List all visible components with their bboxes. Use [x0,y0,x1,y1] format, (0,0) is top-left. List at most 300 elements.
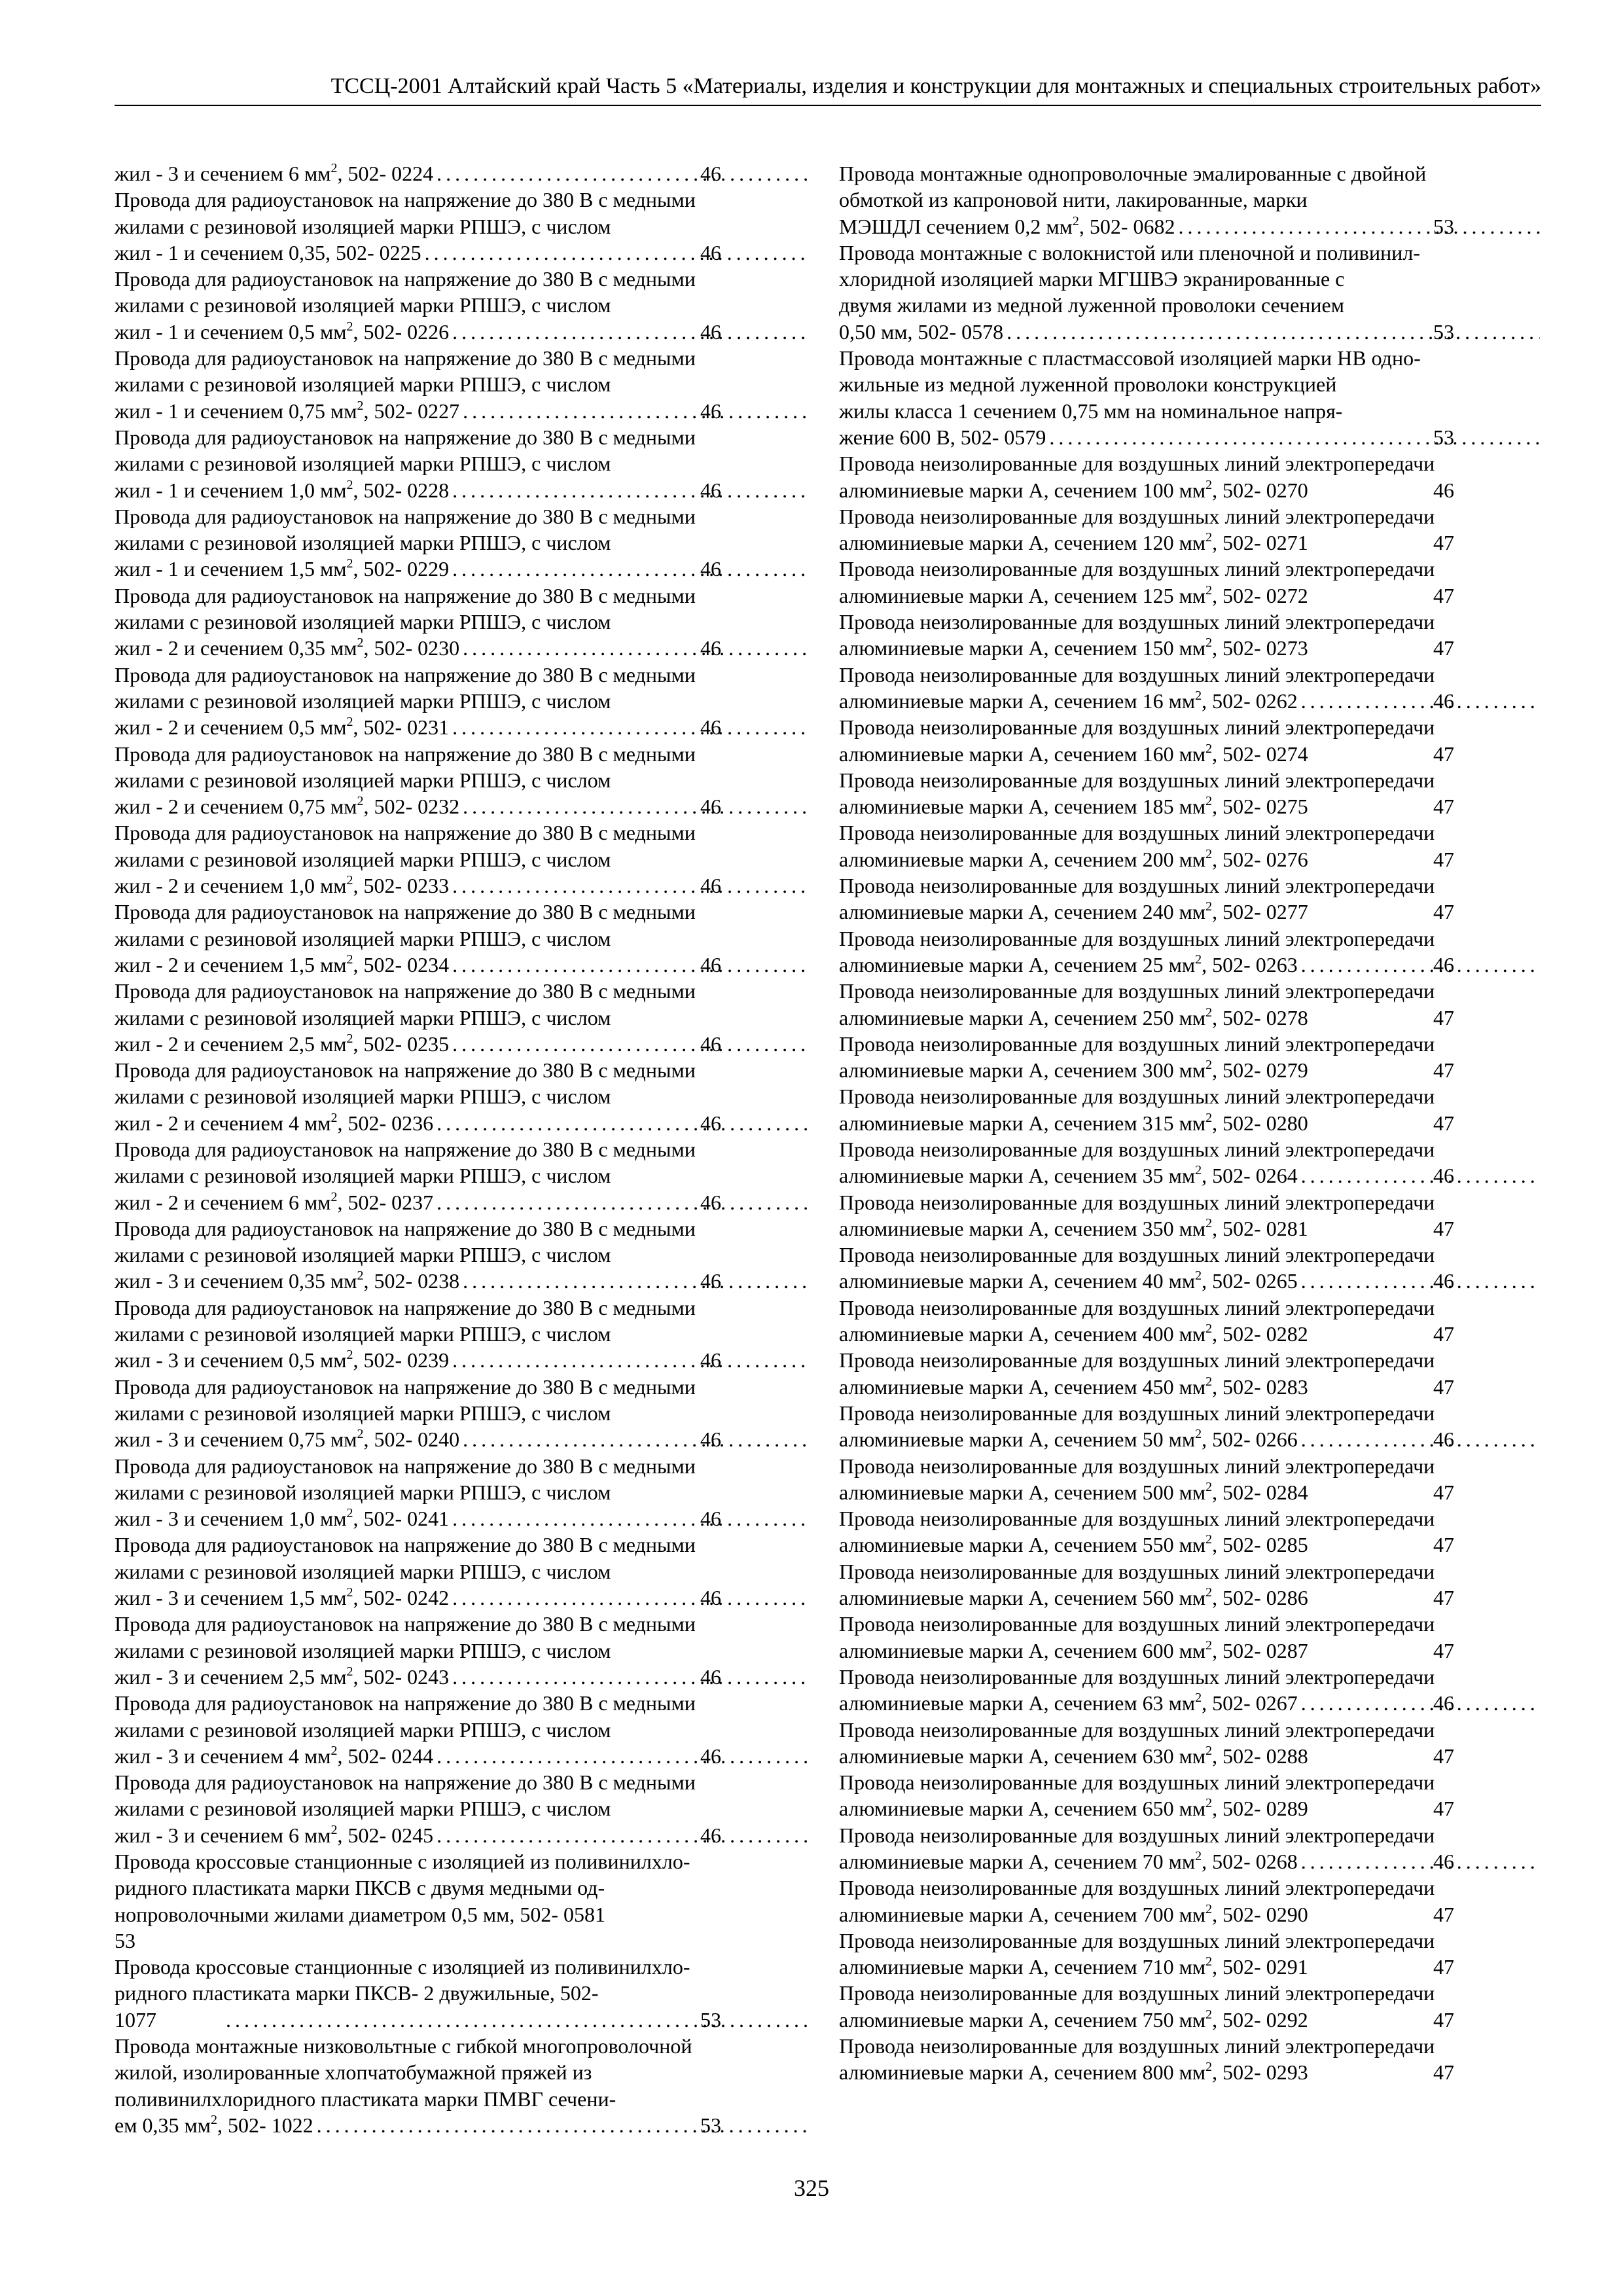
entry-final-line: алюминиевые марки А, сечением 185 $мм^2$, 502- 0275 47 [947,793,1541,819]
unit-superscript: 2 [346,952,353,967]
entry-heading-line: Провода неизолированные для воздушных линий электропередачи [839,1190,1435,1214]
entry-heading-line: Провода для радиоустановок на напряжение до 380 В с медными [115,1374,696,1399]
entry-heading-line: Провода неизолированные для воздушных линий электропередачи [839,821,1435,845]
index-entry [115,1769,808,1848]
index-entry [839,450,1541,503]
entry-heading-line: Провода для радиоустановок на напряжение до 380 В с медными [115,1137,696,1161]
entry-tail-text: алюминиевые марки А, сечением 16 мм [839,689,1196,713]
dot-leader [1005,319,1540,345]
unit-superscript: 2 [346,873,353,888]
entry-code: , 502- 0231 [353,715,450,740]
entry-code: , 502- 0245 [337,1823,434,1847]
index-entry [839,1347,1541,1400]
entry-tail-text: алюминиевые марки А, сечением 240 мм [839,900,1206,924]
unit-superscript: 2 [1205,899,1213,914]
entry-final-line: жил - 1 и сечением 1,0 $мм^2$, 502- 0228 . . . 46 [223,477,808,503]
unit-superscript: 2 [1195,688,1202,703]
entry-final-line: жил - 3 и сечением 0,35 $мм^2$, 502- 0238 . . . 46 [223,1268,808,1294]
entry-code: , 502- 0239 [353,1348,450,1372]
index-entry [839,1031,1541,1084]
index-entry [115,1215,808,1295]
entry-final-line: жение 600 В, 502- 0579 . . . 53 [947,424,1541,450]
unit-superscript: 2 [1195,1849,1202,1863]
entry-tail-text: жил - 3 и сечением 0,5 мм [115,1348,347,1372]
entry-tail-text: алюминиевые марки А, сечением 630 мм [839,1744,1206,1768]
entry-final-line: жил - 3 и сечением 2,5 $мм^2$, 502- 0243 . . . 46 [223,1664,808,1690]
index-entry [115,1954,808,2033]
unit-superscript: 2 [1205,2007,1213,2022]
entry-tail-text: жил - 3 и сечением 0,35 мм [115,1269,357,1293]
entry-heading-line: Провода для радиоустановок на напряжение до 380 В с медными [115,583,696,607]
entry-heading-line: Провода для радиоустановок на напряжение до 380 В с медными [115,662,696,687]
entry-heading-line: Провода монтажные с волокнистой или пленочной и поливинил- [839,240,1420,264]
entry-continuation-line: жилами с резиновой изоляцией марки РПШЭ, с числом [115,452,611,476]
dot-leader [315,2112,807,2138]
entry-text [839,1690,1298,1716]
unit-superscript: 2 [1205,1058,1213,1073]
entry-code: , 502- 0273 [1212,636,1308,660]
index-entry [839,872,1541,925]
entry-final-line: алюминиевые марки А, сечением 800 $мм^2$, 502- 0293 47 [947,2059,1541,2085]
unit-superscript: 2 [1205,741,1213,756]
entry-final-line: жил - 3 и сечением 1,0 $мм^2$, 502- 0241 . . . 46 [223,1505,808,1532]
entry-text [115,1929,135,1952]
entry-text [839,1057,1308,1083]
entry-code: , 502- 0268 [1202,1850,1298,1873]
entry-code: , 502- 0284 [1212,1480,1308,1504]
running-header: ТССЦ-2001 Алтайский край Часть 5 «Материалы, изделия и конструкции для монтажных и специальных строительных работ» [330,74,1541,98]
entry-code: , 502- 0226 [353,319,450,344]
unit-superscript: 2 [346,319,353,334]
index-entry [115,1453,808,1532]
entry-tail-text: жил - 2 и сечением 1,0 мм [115,874,347,898]
entry-code: , 502- 0267 [1202,1691,1298,1715]
entry-code: , 502- 0682 [1079,214,1175,238]
dot-leader [461,1268,807,1294]
entry-final-line: алюминиевые марки А, сечением 50 $мм^2$, 502- 0266 . . . 46 [947,1426,1541,1452]
index-entry [839,714,1541,767]
entry-code: , 502- 0289 [1212,1797,1308,1821]
unit-superscript: 2 [346,1348,353,1363]
dot-leader [435,1822,807,1848]
entry-text [839,1848,1298,1874]
entry-code: , 502- 0286 [1212,1586,1308,1610]
index-entry [839,609,1541,662]
index-entry [115,1136,808,1215]
dot-leader [450,872,807,899]
unit-superscript: 2 [346,715,353,730]
entry-heading-line: Провода неизолированные для воздушных линий электропередачи [839,1401,1435,1425]
unit-superscript: 2 [1195,1691,1202,1706]
entry-text [839,952,1298,978]
entry-heading-line: Провода неизолированные для воздушных линий электропередачи [839,1295,1435,1319]
entry-tail-text: алюминиевые марки А, сечением 560 мм [839,1586,1206,1610]
dot-leader [1299,688,1540,714]
entry-text [839,1954,1308,1980]
dot-leader [450,1664,807,1690]
entry-code: , 502- 0280 [1212,1111,1308,1135]
entry-text [839,1374,1308,1400]
index-entry [115,266,808,345]
entry-continuation-line: жильные из медной луженной проволоки конструкцией [839,372,1337,397]
index-entry [839,1769,1541,1822]
index-entry [115,2033,808,2138]
unit-superscript: 2 [1205,583,1213,598]
dot-leader [461,793,807,819]
entry-heading-line: Провода неизолированные для воздушных линий электропередачи [839,452,1435,476]
entry-tail-text: жение 600 В, 502- 0579 [839,425,1046,449]
entry-heading-line: Провода для радиоустановок на напряжение до 380 В с медными [115,1533,696,1557]
unit-superscript: 2 [1205,1374,1213,1389]
entry-final-line: жил - 3 и сечением 6 $мм^2$, 502- 0224 . . . 46 [223,160,808,187]
entry-tail-text: алюминиевые марки А, сечением 160 мм [839,742,1206,766]
entry-heading-line: Провода монтажные однопроволочные эмалированные с двойной [839,162,1427,185]
entry-text [839,1321,1308,1347]
entry-continuation-line: жилами с резиновой изоляцией марки РПШЭ, с числом [115,1164,611,1188]
entry-heading-line: Провода неизолированные для воздушных линий электропередачи [839,1243,1435,1267]
entry-code: , 502- 0263 [1202,952,1298,977]
entry-heading-line: Провода неизолированные для воздушных линий электропередачи [839,1928,1435,1952]
entry-tail-text: алюминиевые марки А, сечением 125 мм [839,583,1206,607]
entry-text [839,477,1308,503]
entry-tail-text: алюминиевые марки А, сечением 710 мм [839,1955,1206,1979]
index-entry [839,1242,1541,1295]
entry-text [839,688,1298,714]
entry-final-line: алюминиевые марки А, сечением 160 $мм^2$, 502- 0274 47 [947,741,1541,767]
entry-tail-text: жил - 3 и сечением 0,75 мм [115,1427,357,1452]
entry-final-line: алюминиевые марки А, сечением 35 $мм^2$, 502- 0264 . . . 46 [947,1162,1541,1189]
entry-text [839,319,1004,345]
entry-final-line: алюминиевые марки А, сечением 25 $мм^2$, 502- 0263 . . . 46 [947,952,1541,978]
entry-text [839,1532,1308,1558]
entry-code: , 502- 0241 [353,1507,450,1531]
entry-tail-text: жил - 1 и сечением 0,5 мм [115,319,347,344]
index-entry [839,1717,1541,1770]
unit-superscript: 2 [346,1585,353,1600]
unit-superscript: 2 [346,556,353,571]
entry-code: , 502- 0242 [353,1586,450,1610]
entry-code: , 502- 0230 [363,636,460,660]
entry-final-line: алюминиевые марки А, сечением 650 $мм^2$, 502- 0289 47 [947,1795,1541,1821]
entry-tail-text: жил - 3 и сечением 1,0 мм [115,1507,347,1531]
unit-superscript: 2 [1205,1743,1213,1758]
unit-superscript: 2 [1205,1901,1213,1916]
unit-superscript: 2 [1072,213,1079,228]
entry-heading-line: Провода неизолированные для воздушных линий электропередачи [839,1612,1435,1636]
index-entry [115,345,808,424]
dot-leader [450,319,807,345]
dot-leader [1299,1162,1540,1189]
unit-superscript: 2 [1205,636,1213,651]
entry-heading-line: Провода для радиоустановок на напряжение до 380 В с медными [115,1454,696,1478]
entry-final-line: МЭШДЛ сечением 0,2 $мм^2$, 502- 0682 . . . 53 [947,213,1541,240]
entry-heading-line: Провода неизолированные для воздушных линий электропередачи [839,979,1435,1003]
entry-continuation-line: жилами с резиновой изоляцией марки РПШЭ, с числом [115,214,611,238]
entry-continuation-line: жилами с резиновой изоляцией марки РПШЭ, с числом [115,1638,611,1662]
unit-superscript: 2 [357,1427,364,1442]
entry-tail-text: алюминиевые марки А, сечением 600 мм [839,1638,1206,1662]
entry-tail-text: жил - 1 и сечением 1,5 мм [115,557,347,581]
entry-heading-line: Провода неизолированные для воздушных линий электропередачи [839,874,1435,898]
index-entry [839,240,1541,345]
entry-tail-text: жил - 2 и сечением 0,75 мм [115,795,357,819]
dot-leader [1299,1848,1540,1874]
entry-heading-line: Провода для радиоустановок на напряжение до 380 В с медными [115,1770,696,1795]
entry-code: , 502- 0235 [353,1031,450,1056]
unit-superscript: 2 [357,1268,364,1283]
entry-code: , 502- 0264 [1202,1164,1298,1188]
entry-code: , 502- 0270 [1212,478,1308,502]
entry-final-line: алюминиевые марки А, сечением 240 $мм^2$, 502- 0277 47 [947,899,1541,925]
entry-continuation-line: жилами с резиновой изоляцией марки РПШЭ, с числом [115,531,611,555]
entry-continuation-line: жилами с резиновой изоляцией марки РПШЭ, с числом [115,689,611,713]
entry-heading-line: Провода неизолированные для воздушных линий электропередачи [839,1664,1435,1689]
index-entry [115,899,808,978]
entry-heading-line: Провода неизолированные для воздушных линий электропередачи [839,1981,1435,2005]
entry-tail-text: жил - 2 и сечением 2,5 мм [115,1031,347,1056]
entry-text [839,846,1308,872]
entry-code: , 502- 0278 [1212,1005,1308,1030]
entry-heading-line: Провода монтажные низковольтные с гибкой многопроволочной [115,2034,692,2058]
dot-leader [435,160,807,187]
entry-code: , 502- 0285 [1212,1533,1308,1557]
entry-code: , 502- 0233 [353,874,450,898]
dot-leader [450,714,807,740]
entry-tail-text: алюминиевые марки А, сечением 200 мм [839,847,1206,871]
entry-final-line: алюминиевые марки А, сечением 750 $мм^2$, 502- 0292 47 [947,2007,1541,2033]
entry-final-line: алюминиевые марки А, сечением 125 $мм^2$, 502- 0272 47 [947,583,1541,609]
index-entry [839,1136,1541,1189]
entry-heading-line: Провода неизолированные для воздушных линий электропередачи [839,2034,1435,2058]
entry-code: , 502- 0274 [1212,742,1308,766]
index-entry [839,662,1541,715]
entry-tail-text: жил - 3 и сечением 6 мм [115,162,331,185]
entry-heading-line: Провода монтажные с пластмассовой изоляцией марки НВ одно- [839,346,1421,370]
entry-final-line: алюминиевые марки А, сечением 550 $мм^2$, 502- 0285 47 [947,1532,1541,1558]
index-entry [839,978,1541,1031]
entry-heading-line: Провода неизолированные для воздушных линий электропередачи [839,926,1435,950]
entry-code: , 502- 0290 [1212,1902,1308,1926]
entry-final-line: алюминиевые марки А, сечением 70 $мм^2$, 502- 0268 . . . 46 [947,1848,1541,1874]
entry-code: , 502- 0232 [363,795,460,819]
entry-continuation-line: жилами с резиновой изоляцией марки РПШЭ, с числом [115,1480,611,1504]
entry-heading-line: Провода для радиоустановок на напряжение до 380 В с медными [115,346,696,370]
entry-text [839,424,1046,450]
entry-continuation-line: ридного пластиката марки ПКСВ- 2 двужильные, 502- [115,1981,599,2005]
entry-code: , 502- 0227 [363,399,460,423]
entry-final-line: жил - 1 и сечением 1,5 $мм^2$, 502- 0229 . . . 46 [223,556,808,582]
entry-tail-text: алюминиевые марки А, сечением 750 мм [839,2007,1206,2032]
entry-heading-line: Провода для радиоустановок на напряжение до 380 В с медными [115,188,696,212]
index-entry [839,1980,1541,2033]
entry-code: , 502- 0292 [1212,2007,1308,2032]
entry-heading-line: Провода неизолированные для воздушных линий электропередачи [839,1770,1435,1795]
dot-leader [435,1189,807,1215]
index-entry [115,1295,808,1374]
unit-superscript: 2 [1205,794,1213,809]
entry-continuation-line: ридного пластиката марки ПКСВ с двумя медными од- [115,1876,605,1900]
entry-final-line: жил - 3 и сечением 0,75 $мм^2$, 502- 0240 . . . 46 [223,1426,808,1452]
entry-heading-line: Провода неизолированные для воздушных линий электропередачи [839,1085,1435,1109]
unit-superscript: 2 [1205,1638,1213,1653]
unit-superscript: 2 [1205,1532,1213,1547]
entry-text [839,1162,1298,1189]
entry-continuation-line: жилами с резиновой изоляцией марки РПШЭ, с числом [115,293,611,317]
entry-final-line: жил - 1 и сечением 0,35, 502- 0225 . . . 46 [223,240,808,266]
entry-tail-text: 0,50 мм, 502- 0578 [839,319,1004,344]
entry-text [839,2007,1308,2033]
entry-tail-text: алюминиевые марки А, сечением 50 мм [839,1427,1196,1452]
entry-tail-text: ем 0,35 мм [115,2113,211,2137]
entry-tail-text: жил - 2 и сечением 1,5 мм [115,952,347,977]
entry-heading-line: Провода для радиоустановок на напряжение до 380 В с медными [115,742,696,766]
entry-continuation-line: жилами с резиновой изоляцией марки РПШЭ, с числом [115,610,611,634]
entry-continuation-line: жилами с резиновой изоляцией марки РПШЭ, с числом [115,1322,611,1346]
entry-text [839,635,1308,661]
entry-code: , 502- 0277 [1212,900,1308,924]
entry-heading-line: Провода неизолированные для воздушных линий электропередачи [839,1031,1435,1056]
entry-final-line: 1077 . . . 53 [223,2007,808,2033]
entry-final-line: жил - 2 и сечением 4 $мм^2$, 502- 0236 . . . 46 [223,1110,808,1136]
entry-tail-text: жил - 2 и сечением 0,35 мм [115,636,357,660]
entry-heading-line: Провода для радиоустановок на напряжение до 380 В с медными [115,504,696,528]
unit-superscript: 2 [1195,952,1202,967]
entry-continuation-line: жилами с резиновой изоляцией марки РПШЭ, с числом [115,1243,611,1267]
index-entry [115,187,808,266]
entry-code: , 502- 0224 [337,162,434,185]
entry-heading-line: Провода кроссовые станционные с изоляцией из поливинилхло- [115,1850,690,1873]
entry-text [839,1215,1308,1242]
entry-heading-line: Провода для радиоустановок на напряжение до 380 В с медными [115,821,696,845]
entry-heading-line: Провода кроссовые станционные с изоляцией из поливинилхло- [115,1955,690,1979]
entry-tail-text: алюминиевые марки А, сечением 25 мм [839,952,1196,977]
entry-tail-text: алюминиевые марки А, сечением 63 мм [839,1691,1196,1715]
unit-superscript: 2 [1205,1215,1213,1230]
unit-superscript: 2 [1195,1163,1202,1178]
dot-leader [435,1110,807,1136]
entry-heading-line: Провода неизолированные для воздушных линий электропередачи [839,1507,1435,1531]
entry-tail-text: 53 [115,1928,135,1952]
entry-text [839,583,1308,609]
entry-text [839,1110,1308,1136]
entry-heading-line: Провода неизолированные для воздушных линий электропередачи [839,1137,1435,1161]
unit-superscript: 2 [1205,1479,1213,1494]
header-rule [115,105,1541,106]
dot-leader [450,556,807,582]
entry-continuation-line: жилами с резиновой изоляцией марки РПШЭ, с числом [115,372,611,397]
entry-tail-text: алюминиевые марки А, сечением 250 мм [839,1005,1206,1030]
entry-text [839,741,1308,767]
index-entry [839,1928,1541,1981]
entry-code: , 502- 0236 [337,1111,434,1135]
entry-tail-text: алюминиевые марки А, сечением 550 мм [839,1533,1206,1557]
dot-leader [1299,1690,1540,1716]
entry-text [115,2112,313,2138]
entry-final-line: алюминиевые марки А, сечением 630 $мм^2$, 502- 0288 47 [947,1743,1541,1769]
entry-final-line: жил - 2 и сечением 0,75 $мм^2$, 502- 0232 . . . 46 [223,793,808,819]
unit-superscript: 2 [1205,846,1213,861]
entry-final-line: алюминиевые марки А, сечением 315 $мм^2$, 502- 0280 47 [947,1110,1541,1136]
index-entry [839,1558,1541,1611]
dot-leader [450,477,807,503]
unit-superscript: 2 [1195,1268,1202,1283]
entry-tail-text: жил - 2 и сечением 4 мм [115,1111,331,1135]
entry-code: , 502- 0266 [1202,1427,1298,1452]
entry-final-line [115,1928,808,1954]
unit-superscript: 2 [330,1743,338,1758]
entry-heading-line: Провода неизолированные для воздушных линий электропередачи [839,1454,1435,1478]
entry-continuation-line: двумя жилами из медной луженной проволоки сечением [839,293,1344,317]
entry-final-line: алюминиевые марки А, сечением 710 $мм^2$, 502- 0291 47 [947,1954,1541,1980]
entry-final-line: алюминиевые марки А, сечением 250 $мм^2$, 502- 0278 47 [947,1005,1541,1031]
entry-continuation-line: жилами с резиновой изоляцией марки РПШЭ, с числом [115,847,611,871]
entry-final-line: алюминиевые марки А, сечением 450 $мм^2$, 502- 0283 47 [947,1374,1541,1400]
entry-final-line: алюминиевые марки А, сечением 150 $мм^2$, 502- 0273 47 [947,635,1541,661]
entry-code: , 502- 0288 [1212,1744,1308,1768]
unit-superscript: 2 [1205,1585,1213,1600]
entry-heading-line: Провода неизолированные для воздушных линий электропередачи [839,1559,1435,1583]
entry-final-line: ем 0,35 $мм^2$, 502- 1022 . . . 53 [223,2112,808,2138]
index-entry [839,1664,1541,1717]
entry-code: , 502- 0243 [353,1664,450,1689]
entry-text [839,1901,1308,1928]
index-entry [839,1505,1541,1558]
entry-heading-line: Провода для радиоустановок на напряжение до 380 В с медными [115,1058,696,1083]
entry-code: , 502- 0281 [1212,1216,1308,1240]
unit-superscript: 2 [210,2112,217,2127]
entry-final-line: алюминиевые марки А, сечением 300 $мм^2$, 502- 0279 47 [947,1057,1541,1083]
dot-leader [461,1426,807,1452]
entry-final-line: алюминиевые марки А, сечением 16 $мм^2$, 502- 0262 . . . 46 [947,688,1541,714]
entry-text [839,1743,1308,1769]
entry-text [839,529,1308,556]
unit-superscript: 2 [346,477,353,492]
unit-superscript: 2 [1205,2060,1213,2075]
entry-heading-line: Провода для радиоустановок на напряжение до 380 В с медными [115,267,696,291]
index-entry [115,1848,808,1954]
entry-heading-line: Провода неизолированные для воздушных линий электропередачи [839,1348,1435,1372]
entry-continuation-line: нопроволочными жилами диаметром 0,5 мм, 502- 0581 [115,1902,605,1926]
unit-superscript: 2 [1205,1954,1213,1969]
entry-continuation-line: хлоридной изоляцией марки МГШВЭ экранированные с [839,267,1345,291]
entry-tail-text: алюминиевые марки А, сечением 150 мм [839,636,1206,660]
dot-leader [423,240,807,266]
entry-code: , 502- 0283 [1212,1374,1308,1399]
dot-leader [1047,424,1540,450]
entry-heading-line: Провода неизолированные для воздушных линий электропередачи [839,610,1435,634]
dot-leader [450,1031,807,1057]
entry-final-line: алюминиевые марки А, сечением 120 $мм^2$, 502- 0271 47 [947,529,1541,556]
entry-heading-line: Провода неизолированные для воздушных линий электропередачи [839,1823,1435,1847]
entry-tail-text: жил - 1 и сечением 0,75 мм [115,399,357,423]
dot-leader [1177,213,1540,240]
entry-tail-text: жил - 1 и сечением 0,35 [115,240,325,264]
index-entry [115,424,808,503]
index-entry [115,741,808,820]
entry-code: , 502- 0244 [337,1744,434,1768]
entry-continuation-line: жилами с резиновой изоляцией марки РПШЭ, с числом [115,1085,611,1109]
index-entry [839,819,1541,872]
entry-final-line: жил - 3 и сечением 0,5 $мм^2$, 502- 0239 . . . 46 [223,1347,808,1373]
entry-code: , 502- 0275 [1212,795,1308,819]
entry-code: , 502- 0271 [1212,531,1308,555]
entry-final-line: 0,50 мм, 502- 0578 . . . 53 [947,319,1541,345]
entry-heading-line: Провода для радиоустановок на напряжение до 380 В с медными [115,1216,696,1240]
unit-superscript: 2 [357,398,364,413]
entry-text [839,1268,1298,1294]
dot-leader [461,635,807,661]
unit-superscript: 2 [346,1664,353,1679]
